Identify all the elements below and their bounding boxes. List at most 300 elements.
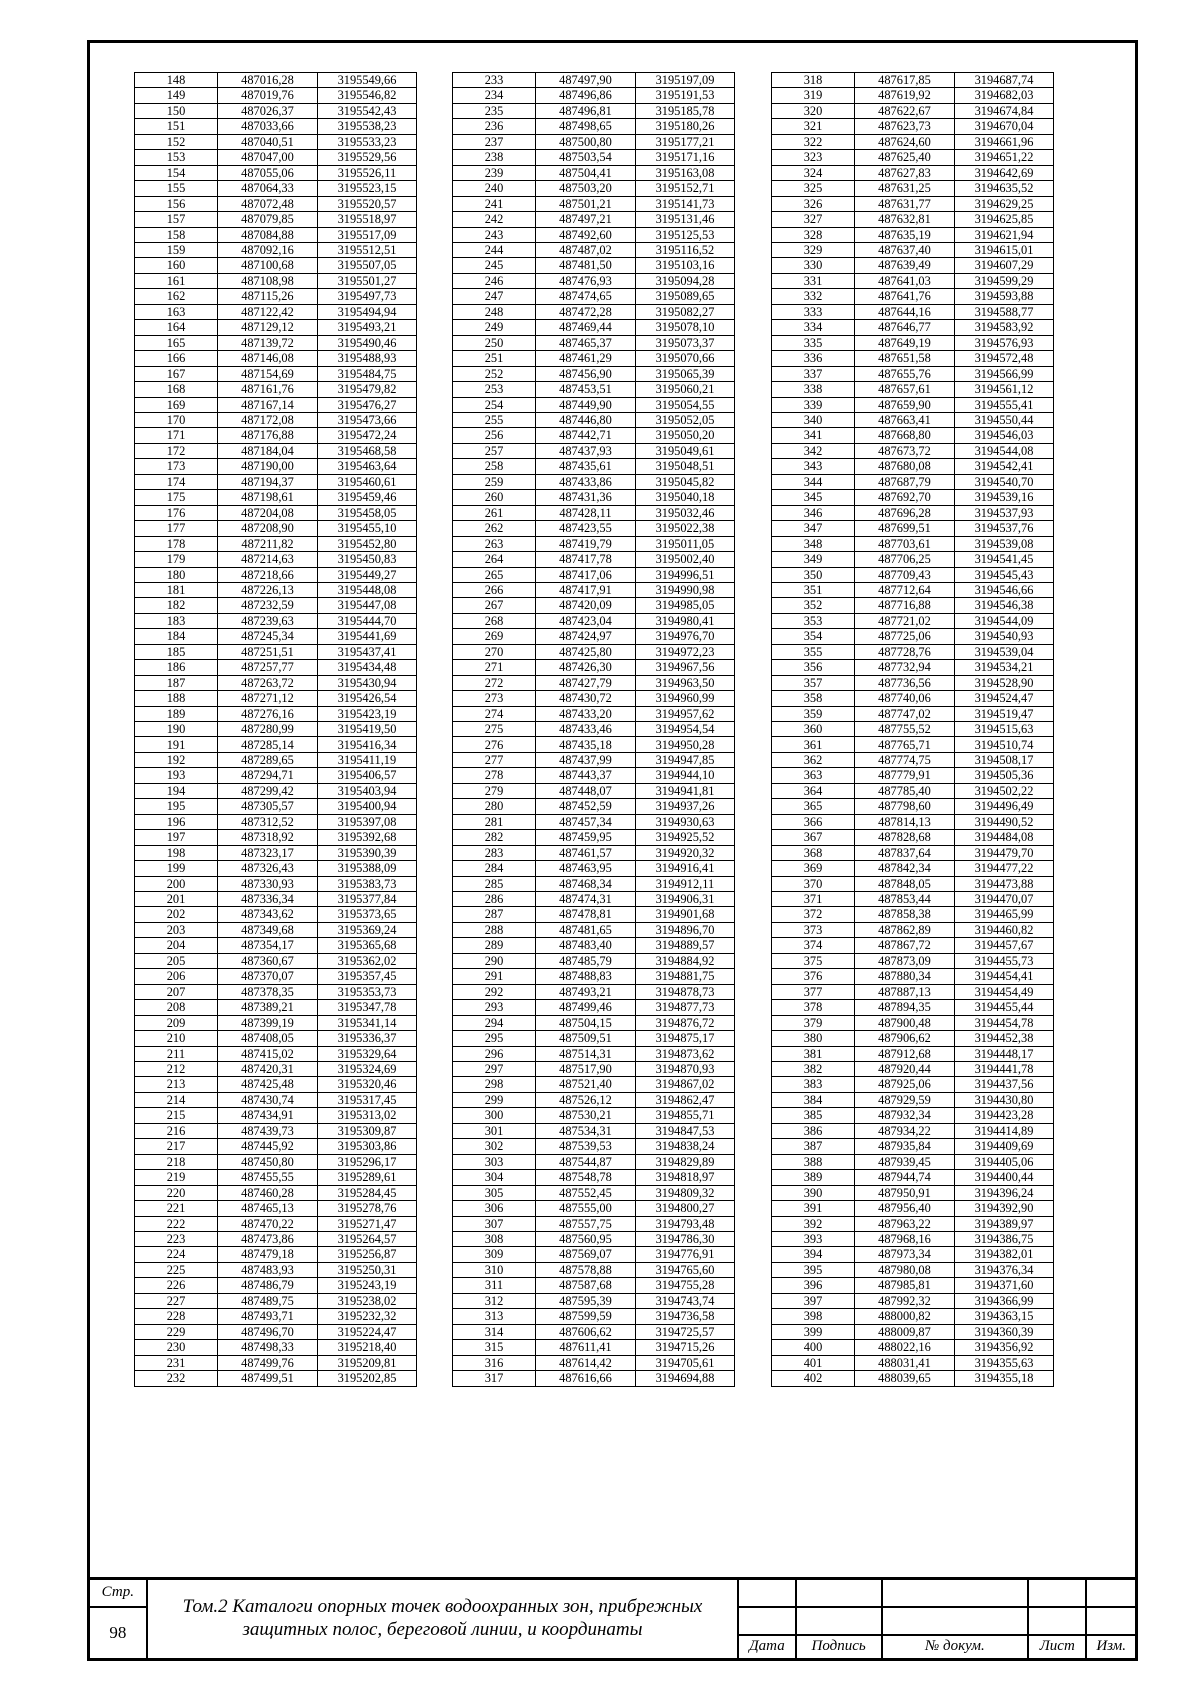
x-coordinate: 487139,72 [218, 335, 318, 350]
table-row [135, 1371, 417, 1386]
x-coordinate: 487194,37 [218, 474, 318, 489]
point-number: 212 [135, 1062, 218, 1077]
point-number: 236 [453, 119, 536, 134]
point-number: 388 [772, 1154, 855, 1169]
table-row [453, 304, 735, 319]
x-coordinate: 487431,36 [536, 490, 636, 505]
point-number: 216 [135, 1123, 218, 1138]
table-row [772, 768, 1054, 783]
table-row [453, 552, 735, 567]
y-coordinate: 3195473,66 [318, 412, 417, 427]
x-coordinate: 487251,51 [218, 644, 318, 659]
y-coordinate: 3194990,98 [636, 582, 735, 597]
point-number: 313 [453, 1309, 536, 1324]
table-row [453, 1108, 735, 1123]
x-coordinate: 488000,82 [855, 1309, 955, 1324]
point-number: 396 [772, 1278, 855, 1293]
table-row [135, 1046, 417, 1061]
y-coordinate: 3194674,84 [955, 103, 1054, 118]
table-row [453, 691, 735, 706]
point-number: 211 [135, 1046, 218, 1061]
y-coordinate: 3195002,40 [636, 552, 735, 567]
x-coordinate: 487430,72 [536, 691, 636, 706]
x-coordinate: 487289,65 [218, 752, 318, 767]
y-coordinate: 3194838,24 [636, 1139, 735, 1154]
x-coordinate: 487433,46 [536, 722, 636, 737]
x-coordinate: 487623,73 [855, 119, 955, 134]
y-coordinate: 3194448,17 [955, 1046, 1054, 1061]
table-row [453, 1000, 735, 1015]
x-coordinate: 487544,87 [536, 1154, 636, 1169]
stamp-cell-empty [1028, 1607, 1086, 1635]
y-coordinate: 3195450,83 [318, 552, 417, 567]
point-number: 250 [453, 335, 536, 350]
x-coordinate: 487842,34 [855, 861, 955, 876]
point-number: 204 [135, 938, 218, 953]
table-row [772, 1062, 1054, 1077]
point-number: 294 [453, 1015, 536, 1030]
table-row [453, 103, 735, 118]
y-coordinate: 3195377,84 [318, 892, 417, 907]
point-number: 397 [772, 1293, 855, 1308]
y-coordinate: 3195152,71 [636, 181, 735, 196]
x-coordinate: 487084,88 [218, 227, 318, 242]
x-coordinate: 487680,08 [855, 459, 955, 474]
point-number: 253 [453, 382, 536, 397]
point-number: 158 [135, 227, 218, 242]
x-coordinate: 487663,41 [855, 412, 955, 427]
point-number: 192 [135, 752, 218, 767]
x-coordinate: 487435,61 [536, 459, 636, 474]
y-coordinate: 3194963,50 [636, 675, 735, 690]
y-coordinate: 3195296,17 [318, 1154, 417, 1169]
point-number: 351 [772, 582, 855, 597]
point-number: 183 [135, 613, 218, 628]
table-row [135, 598, 417, 613]
point-number: 387 [772, 1139, 855, 1154]
y-coordinate: 3194454,41 [955, 969, 1054, 984]
point-number: 370 [772, 876, 855, 891]
x-coordinate: 487619,92 [855, 88, 955, 103]
table-row [772, 1108, 1054, 1123]
x-coordinate: 487448,07 [536, 783, 636, 798]
y-coordinate: 3195468,58 [318, 443, 417, 458]
x-coordinate: 487646,77 [855, 320, 955, 335]
x-coordinate: 487492,60 [536, 227, 636, 242]
table-row [453, 984, 735, 999]
table-row [135, 73, 417, 88]
table-row [453, 1309, 735, 1324]
point-number: 161 [135, 273, 218, 288]
point-number: 266 [453, 582, 536, 597]
table-row [772, 1077, 1054, 1092]
x-coordinate: 487486,79 [218, 1278, 318, 1293]
point-number: 316 [453, 1355, 536, 1370]
x-coordinate: 487929,59 [855, 1092, 955, 1107]
x-coordinate: 487578,88 [536, 1262, 636, 1277]
table-row [135, 88, 417, 103]
point-number: 275 [453, 722, 536, 737]
table-row [772, 706, 1054, 721]
y-coordinate: 3194561,12 [955, 382, 1054, 397]
table-row [772, 1247, 1054, 1262]
y-coordinate: 3195517,09 [318, 227, 417, 242]
y-coordinate: 3194539,16 [955, 490, 1054, 505]
y-coordinate: 3195434,48 [318, 660, 417, 675]
point-number: 293 [453, 1000, 536, 1015]
y-coordinate: 3195032,46 [636, 505, 735, 520]
y-coordinate: 3194629,25 [955, 196, 1054, 211]
table-row [772, 799, 1054, 814]
y-coordinate: 3195459,46 [318, 490, 417, 505]
x-coordinate: 487419,79 [536, 536, 636, 551]
point-number: 218 [135, 1154, 218, 1169]
table-row [135, 258, 417, 273]
table-row [772, 1046, 1054, 1061]
x-coordinate: 487465,37 [536, 335, 636, 350]
table-row [453, 922, 735, 937]
stamp-cell-empty [1086, 1579, 1136, 1607]
y-coordinate: 3194867,02 [636, 1077, 735, 1092]
y-coordinate: 3194642,69 [955, 165, 1054, 180]
x-coordinate: 487627,83 [855, 165, 955, 180]
stamp-cell-empty [882, 1607, 1028, 1635]
table-row [453, 722, 735, 737]
point-number: 286 [453, 892, 536, 907]
table-row [135, 706, 417, 721]
point-number: 390 [772, 1185, 855, 1200]
y-coordinate: 3195452,80 [318, 536, 417, 551]
point-number: 331 [772, 273, 855, 288]
point-number: 191 [135, 737, 218, 752]
x-coordinate: 487463,95 [536, 861, 636, 876]
x-coordinate: 487425,80 [536, 644, 636, 659]
table-row [453, 505, 735, 520]
point-number: 349 [772, 552, 855, 567]
table-row [135, 1000, 417, 1015]
table-row [772, 212, 1054, 227]
x-coordinate: 487370,07 [218, 969, 318, 984]
point-number: 346 [772, 505, 855, 520]
point-number: 201 [135, 892, 218, 907]
y-coordinate: 3194736,58 [636, 1309, 735, 1324]
y-coordinate: 3195073,37 [636, 335, 735, 350]
x-coordinate: 487848,05 [855, 876, 955, 891]
point-number: 347 [772, 521, 855, 536]
x-coordinate: 487489,75 [218, 1293, 318, 1308]
table-row [453, 397, 735, 412]
x-coordinate: 487595,39 [536, 1293, 636, 1308]
title-block [87, 1577, 1138, 1661]
table-row [772, 1201, 1054, 1216]
x-coordinate: 487423,04 [536, 613, 636, 628]
table-row [772, 845, 1054, 860]
y-coordinate: 3194528,90 [955, 675, 1054, 690]
x-coordinate: 487443,37 [536, 768, 636, 783]
point-number: 338 [772, 382, 855, 397]
x-coordinate: 487481,50 [536, 258, 636, 273]
x-coordinate: 487501,21 [536, 196, 636, 211]
point-number: 263 [453, 536, 536, 551]
table-row [453, 845, 735, 860]
y-coordinate: 3194537,76 [955, 521, 1054, 536]
x-coordinate: 487968,16 [855, 1231, 955, 1246]
point-number: 155 [135, 181, 218, 196]
x-coordinate: 487465,13 [218, 1201, 318, 1216]
point-number: 175 [135, 490, 218, 505]
x-coordinate: 487493,71 [218, 1309, 318, 1324]
y-coordinate: 3195209,81 [318, 1355, 417, 1370]
x-coordinate: 487548,78 [536, 1170, 636, 1185]
x-coordinate: 487687,79 [855, 474, 955, 489]
x-coordinate: 487378,35 [218, 984, 318, 999]
y-coordinate: 3195426,54 [318, 691, 417, 706]
table-row [772, 644, 1054, 659]
x-coordinate: 487470,22 [218, 1216, 318, 1231]
table-row [453, 490, 735, 505]
point-number: 210 [135, 1031, 218, 1046]
y-coordinate: 3194588,77 [955, 304, 1054, 319]
y-coordinate: 3194540,93 [955, 629, 1054, 644]
point-number: 295 [453, 1031, 536, 1046]
point-number: 177 [135, 521, 218, 536]
x-coordinate: 487167,14 [218, 397, 318, 412]
y-coordinate: 3194615,01 [955, 242, 1054, 257]
table-row [453, 768, 735, 783]
y-coordinate: 3195284,45 [318, 1185, 417, 1200]
table-row [453, 1340, 735, 1355]
table-row [135, 521, 417, 536]
x-coordinate: 487426,30 [536, 660, 636, 675]
point-number: 337 [772, 366, 855, 381]
table-row [772, 598, 1054, 613]
x-coordinate: 487115,26 [218, 289, 318, 304]
point-number: 242 [453, 212, 536, 227]
x-coordinate: 487469,44 [536, 320, 636, 335]
table-row [453, 459, 735, 474]
table-row [453, 938, 735, 953]
x-coordinate: 487245,34 [218, 629, 318, 644]
table-row [772, 567, 1054, 582]
table-row [453, 644, 735, 659]
point-number: 354 [772, 629, 855, 644]
y-coordinate: 3194920,32 [636, 845, 735, 860]
y-coordinate: 3195054,55 [636, 397, 735, 412]
x-coordinate: 487963,22 [855, 1216, 955, 1231]
y-coordinate: 3195546,82 [318, 88, 417, 103]
table-row [772, 412, 1054, 427]
y-coordinate: 3195520,57 [318, 196, 417, 211]
y-coordinate: 3194550,44 [955, 412, 1054, 427]
y-coordinate: 3194876,72 [636, 1015, 735, 1030]
y-coordinate: 3194546,03 [955, 428, 1054, 443]
table-row [772, 1355, 1054, 1370]
point-number: 278 [453, 768, 536, 783]
page-number: 98 [89, 1607, 147, 1660]
page-label: Стр. [89, 1579, 147, 1607]
y-coordinate: 3194376,34 [955, 1262, 1054, 1277]
y-coordinate: 3194957,62 [636, 706, 735, 721]
y-coordinate: 3194400,44 [955, 1170, 1054, 1185]
table-row [135, 814, 417, 829]
table-row [135, 273, 417, 288]
table-row [453, 428, 735, 443]
table-row [772, 428, 1054, 443]
y-coordinate: 3195542,43 [318, 103, 417, 118]
y-coordinate: 3195497,73 [318, 289, 417, 304]
point-number: 270 [453, 644, 536, 659]
y-coordinate: 3194715,26 [636, 1340, 735, 1355]
y-coordinate: 3195141,73 [636, 196, 735, 211]
x-coordinate: 487154,69 [218, 366, 318, 381]
table-row [135, 552, 417, 567]
point-number: 302 [453, 1139, 536, 1154]
table-row [772, 242, 1054, 257]
table-row [453, 1092, 735, 1107]
y-coordinate: 3195324,69 [318, 1062, 417, 1077]
y-coordinate: 3194454,78 [955, 1015, 1054, 1030]
point-number: 229 [135, 1324, 218, 1339]
point-number: 373 [772, 922, 855, 937]
y-coordinate: 3195373,65 [318, 907, 417, 922]
x-coordinate: 487725,06 [855, 629, 955, 644]
table-row [772, 1278, 1054, 1293]
y-coordinate: 3194800,27 [636, 1201, 735, 1216]
table-row [772, 1371, 1054, 1386]
table-row [135, 691, 417, 706]
x-coordinate: 487747,02 [855, 706, 955, 721]
point-number: 169 [135, 397, 218, 412]
x-coordinate: 487526,12 [536, 1092, 636, 1107]
point-number: 355 [772, 644, 855, 659]
table-row [135, 1139, 417, 1154]
table-row [453, 335, 735, 350]
y-coordinate: 3195278,76 [318, 1201, 417, 1216]
point-number: 301 [453, 1123, 536, 1138]
y-coordinate: 3194870,93 [636, 1062, 735, 1077]
x-coordinate: 487430,74 [218, 1092, 318, 1107]
table-row [453, 613, 735, 628]
point-number: 393 [772, 1231, 855, 1246]
x-coordinate: 487932,34 [855, 1108, 955, 1123]
point-number: 398 [772, 1309, 855, 1324]
table-row [135, 1324, 417, 1339]
table-row [135, 181, 417, 196]
point-number: 363 [772, 768, 855, 783]
point-number: 276 [453, 737, 536, 752]
table-row [453, 242, 735, 257]
table-row [135, 737, 417, 752]
table-row [135, 830, 417, 845]
y-coordinate: 3194540,70 [955, 474, 1054, 489]
x-coordinate: 487651,58 [855, 351, 955, 366]
y-coordinate: 3194873,62 [636, 1046, 735, 1061]
x-coordinate: 487992,32 [855, 1293, 955, 1308]
y-coordinate: 3195533,23 [318, 134, 417, 149]
x-coordinate: 488031,41 [855, 1355, 955, 1370]
table-row [135, 1216, 417, 1231]
y-coordinate: 3194386,75 [955, 1231, 1054, 1246]
y-coordinate: 3194546,38 [955, 598, 1054, 613]
point-number: 353 [772, 613, 855, 628]
table-row [135, 351, 417, 366]
y-coordinate: 3195400,94 [318, 799, 417, 814]
point-number: 259 [453, 474, 536, 489]
x-coordinate: 487450,80 [218, 1154, 318, 1169]
y-coordinate: 3194855,71 [636, 1108, 735, 1123]
x-coordinate: 487625,40 [855, 150, 955, 165]
point-number: 264 [453, 552, 536, 567]
y-coordinate: 3195303,86 [318, 1139, 417, 1154]
y-coordinate: 3195423,19 [318, 706, 417, 721]
y-coordinate: 3194976,70 [636, 629, 735, 644]
x-coordinate: 487920,44 [855, 1062, 955, 1077]
point-number: 271 [453, 660, 536, 675]
y-coordinate: 3194465,99 [955, 907, 1054, 922]
point-number: 298 [453, 1077, 536, 1092]
y-coordinate: 3194405,06 [955, 1154, 1054, 1169]
table-row [135, 382, 417, 397]
y-coordinate: 3195383,73 [318, 876, 417, 891]
point-number: 307 [453, 1216, 536, 1231]
y-coordinate: 3195264,57 [318, 1231, 417, 1246]
x-coordinate: 487732,94 [855, 660, 955, 675]
x-coordinate: 487765,71 [855, 737, 955, 752]
table-row [772, 335, 1054, 350]
x-coordinate: 487631,77 [855, 196, 955, 211]
table-row [135, 1077, 417, 1092]
table-row [135, 799, 417, 814]
x-coordinate: 487498,65 [536, 119, 636, 134]
y-coordinate: 3195022,38 [636, 521, 735, 536]
y-coordinate: 3195131,46 [636, 212, 735, 227]
x-coordinate: 487736,56 [855, 675, 955, 690]
table-row [772, 119, 1054, 134]
point-number: 381 [772, 1046, 855, 1061]
y-coordinate: 3195078,10 [636, 320, 735, 335]
point-number: 289 [453, 938, 536, 953]
y-coordinate: 3194457,67 [955, 938, 1054, 953]
y-coordinate: 3194954,54 [636, 722, 735, 737]
table-row [135, 1340, 417, 1355]
x-coordinate: 487622,67 [855, 103, 955, 118]
y-coordinate: 3195406,57 [318, 768, 417, 783]
table-row [453, 737, 735, 752]
point-number: 340 [772, 412, 855, 427]
x-coordinate: 487624,60 [855, 134, 955, 149]
y-coordinate: 3194423,28 [955, 1108, 1054, 1123]
table-row [772, 830, 1054, 845]
table-row [772, 722, 1054, 737]
y-coordinate: 3194452,38 [955, 1031, 1054, 1046]
x-coordinate: 487461,29 [536, 351, 636, 366]
x-coordinate: 487644,16 [855, 304, 955, 319]
y-coordinate: 3194916,41 [636, 861, 735, 876]
point-number: 284 [453, 861, 536, 876]
x-coordinate: 487496,81 [536, 103, 636, 118]
x-coordinate: 487232,59 [218, 598, 318, 613]
table-row [135, 304, 417, 319]
y-coordinate: 3194725,57 [636, 1324, 735, 1339]
point-number: 287 [453, 907, 536, 922]
y-coordinate: 3195472,24 [318, 428, 417, 443]
x-coordinate: 487530,21 [536, 1108, 636, 1123]
x-coordinate: 487641,76 [855, 289, 955, 304]
table-row [135, 861, 417, 876]
x-coordinate: 487474,31 [536, 892, 636, 907]
point-number: 379 [772, 1015, 855, 1030]
table-row [772, 1262, 1054, 1277]
